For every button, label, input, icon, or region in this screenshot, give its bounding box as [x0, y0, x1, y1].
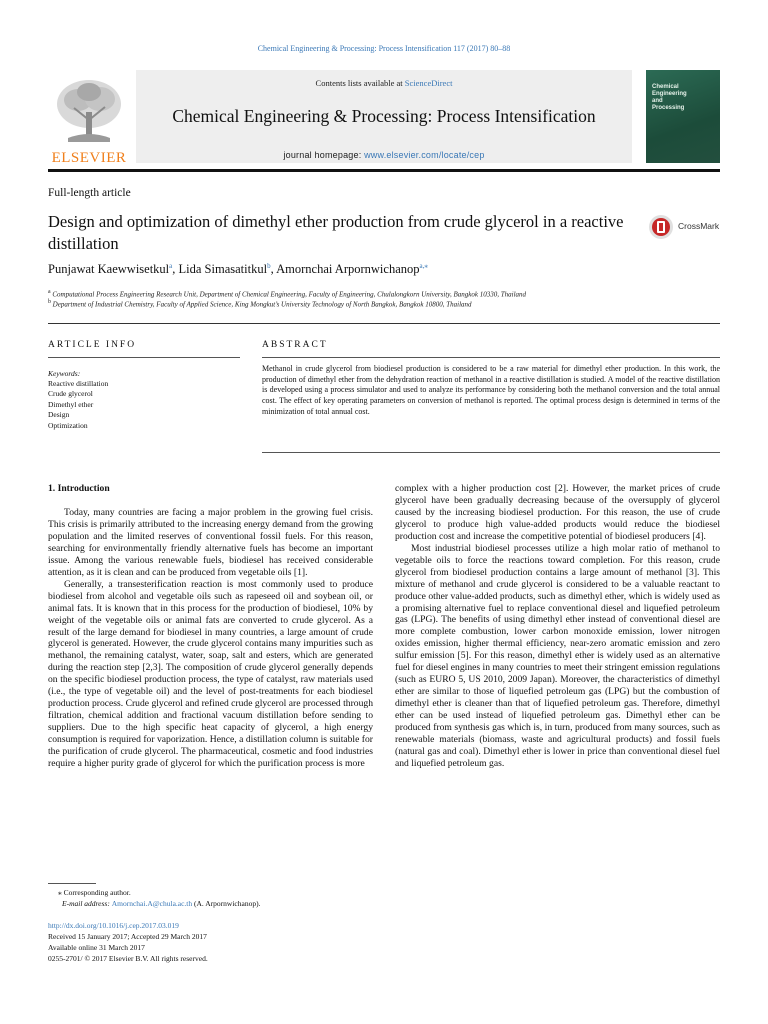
affiliation-text: Department of Industrial Chemistry, Faculty of Applied Science, King Mongkut’s University Technology of North Bangkok, Bangkok 10800, Thailand — [52, 300, 472, 309]
keyword: Dimethyl ether — [48, 399, 94, 409]
online-date: Available online 31 March 2017 — [48, 943, 145, 952]
crossmark-label: CrossMark — [678, 221, 720, 231]
crossmark-icon — [648, 214, 674, 240]
abstract-heading: ABSTRACT — [262, 340, 328, 350]
abstract-text: Methanol in crude glycerol from biodiesel production is considered to be a raw material for dimethyl ether production. In this work, the production of dimethyl ether from the dehydration reaction of methanol in a reactive distillation is studied. A model of the reactive distillation is developed using a process simulator and used to analyze its performance by considering both the methanol conversion and the total annual cost. The effect of key operating parameters on conversion of methanol is reported. The optimal process design is determined in terms of the minimization of total annual cost. — [262, 364, 720, 416]
author-name[interactable]: Punjawat Kaewwisetkul — [48, 262, 170, 277]
email-link[interactable]: Amornchai.A@chula.ac.th — [111, 899, 193, 908]
homepage-line — [136, 150, 632, 160]
homepage-link[interactable]: www.elsevier.com/locate/cep — [364, 150, 485, 160]
author-affiliation-marker[interactable]: a — [169, 262, 173, 270]
footnote-divider — [48, 883, 96, 884]
keyword: Crude glycerol — [48, 389, 93, 399]
homepage-prefix: journal homepage: — [283, 150, 365, 160]
journal-reference-link[interactable]: Chemical Engineering & Processing: Process Intensification 117 (2017) 80–88 — [257, 44, 511, 53]
article-info-heading: ARTICLE INFO — [48, 340, 137, 350]
cover-title-line: Processing — [652, 105, 685, 111]
corresponding-author-note: ⁎ Corresponding author. — [58, 888, 131, 897]
body-column-right — [395, 483, 720, 770]
contents-prefix: Contents lists available at — [315, 78, 405, 88]
abstract-bottom-divider — [262, 452, 720, 453]
affiliation-text: Computational Process Engineering Research Unit, Department of Chemical Engineering, Faculty of Engineering, Chulalongkorn University, Bangkok 10330, Thailand — [52, 290, 527, 299]
section-heading: 1. Introduction — [48, 483, 110, 494]
contents-line — [136, 78, 632, 88]
abstract-divider — [262, 357, 720, 358]
body-paragraph: Today, many countries are facing a major problem in the growing fuel crisis. This crisis is primarily attributed to the increasing energy demand from the growing population and the limited reserves of conventional fossil fuels. For this reason, searching for environmentally friendly alternative fuels has become an important issue. Among the various renewable fuels, biodiesel has received considerable attention, as it is clean and can be produced from vegetable oils [1]. — [48, 507, 373, 578]
journal-title: Chemical Engineering & Processing: Process Intensification — [172, 106, 596, 126]
article-type: Full-length article — [48, 187, 131, 199]
doi-link[interactable]: http://dx.doi.org/10.1016/j.cep.2017.03.019 — [48, 921, 179, 930]
author-affiliation-marker[interactable]: a,⁎ — [419, 262, 428, 270]
author-list — [48, 262, 428, 277]
header-divider — [48, 323, 720, 324]
email-label: E-mail address: — [62, 899, 112, 908]
author-name[interactable]: Amornchai Arpornwichanop — [276, 262, 420, 277]
keywords-label: Keywords: — [48, 369, 81, 378]
affiliation-marker: a — [48, 289, 51, 295]
author-separator: , — [172, 262, 179, 277]
email-suffix: (A. Arpornwichanop). — [192, 899, 261, 908]
masthead-divider — [48, 169, 720, 172]
body-paragraph: complex with a higher production cost [2]. However, the market prices of crude glycerol have been gradually decreasing because of the oversupply of glycerol caused by the increasing biodiesel production. For this reason, the use of crude glycerol to produce high value-added products would reduce the biodiesel production cost and increase the competitive potential of biodiesel producers [4]. — [395, 483, 720, 542]
cover-title-line: and — [652, 98, 663, 104]
cover-title — [652, 84, 687, 112]
body-column-left — [48, 507, 373, 770]
keyword: Reactive distillation — [48, 379, 109, 388]
keywords-list — [48, 379, 108, 431]
affiliation — [48, 289, 526, 298]
sciencedirect-link[interactable]: ScienceDirect — [404, 78, 453, 88]
author-affiliation-marker[interactable]: b — [267, 262, 271, 270]
affiliation — [48, 299, 472, 308]
masthead-center-panel — [136, 70, 632, 163]
crossmark-button[interactable] — [648, 212, 728, 242]
journal-masthead — [48, 70, 720, 165]
author-separator: , — [270, 262, 277, 277]
keyword: Design — [48, 410, 70, 420]
cover-title-line: Chemical — [652, 84, 679, 90]
article-title: Design and optimization of dimethyl ether production from crude glycerol in a reactive distillation — [48, 212, 624, 253]
elsevier-logo — [48, 72, 130, 164]
journal-cover-image[interactable] — [646, 70, 720, 163]
received-dates: Received 15 January 2017; Accepted 29 March 2017 — [48, 932, 207, 941]
article-info-divider — [48, 357, 240, 358]
keyword: Optimization — [48, 420, 88, 430]
author-name[interactable]: Lida Simasatitkul — [178, 262, 268, 277]
cover-title-line: Engineering — [652, 91, 687, 97]
copyright-notice: 0255-2701/ © 2017 Elsevier B.V. All rights reserved. — [48, 954, 208, 963]
email-note — [62, 899, 260, 908]
elsevier-wordmark: ELSEVIER — [51, 150, 127, 166]
body-paragraph: Generally, a transesterification reaction is most commonly used to produce biodiesel from alcohol and vegetable oils such as rapeseed oil and soybean oil, or animal fats. It is known that in this process for the production of biodiesel, 10% by weight of the vegetable oils or animal fats are converted to crude glycerol. As a result of the large demand for biodiesel in many countries, a large amount of crude glycerol is generated. However, the crude glycerol contains many impurities such as methanol, the remaining catalyst, water, soap, salt and esters, which are generated during the reaction step [2,3]. The composition of crude glycerol generally depends on the specific biodiesel production process, the type of catalyst, raw materials used (i.e., the type of vegetable oil) and the level of post-treatments for each biodiesel production process. Crude glycerol and refined crude glycerol are processed through filtration, chemical addition and fractional vacuum distillation before sending to suppliers. Due to the high specific heat capacity of glycerol, a high energy consumption is required for vaporization. Hence, a distillation column is suitable for the purification of crude glycerol. The pharmaceutical, cosmetic and food industries require a higher purity grade of glycerol for which the purification process is more — [48, 578, 373, 770]
body-paragraph: Most industrial biodiesel processes utilize a high molar ratio of methanol to vegetable oils to force the reactions toward completion. For this reason, crude glycerol from biodiesel production contains a large amount of methanol [3]. This mixture of methanol and crude glycerol is considered to be a valuable reactant to produce other value-added products, such as dimethyl ether, which is widely used as a promising alternative fuel to replace conventional diesel and liquefied petroleum gas (LPG). The benefits of using dimethyl ether instead of conventional diesel are more complete combustion, lower carbon monoxide emission, lower nitrogen oxides emission, higher thermal efficiency, near-zero aromatic emission and zero sulfur emission [5]. For this reason, dimethyl ether is widely used as an alternative fuel for diesel engines in many countries to meet their stringent emission regulations (such as EURO 5, US 2010, 2009 Japan). Moreover, the characteristics of dimethyl ether are similar to those of liquefied petroleum gas (LPG) but the combustion of dimethyl ether is cleaner than that of liquefied petroleum gas. Therefore, dimethyl ether can be used instead of liquefied petroleum gas. Dimethyl ether can be produced from synthesis gas which is, in turn, produced from many sources, such as renewable materials (biomass, waste and agricultural products) and fossil fuels (natural gas and coal). Dimethyl ether is lower in price than conventional diesel fuel and liquefied petroleum gas. — [395, 542, 720, 769]
affiliation-marker: b — [48, 299, 51, 305]
